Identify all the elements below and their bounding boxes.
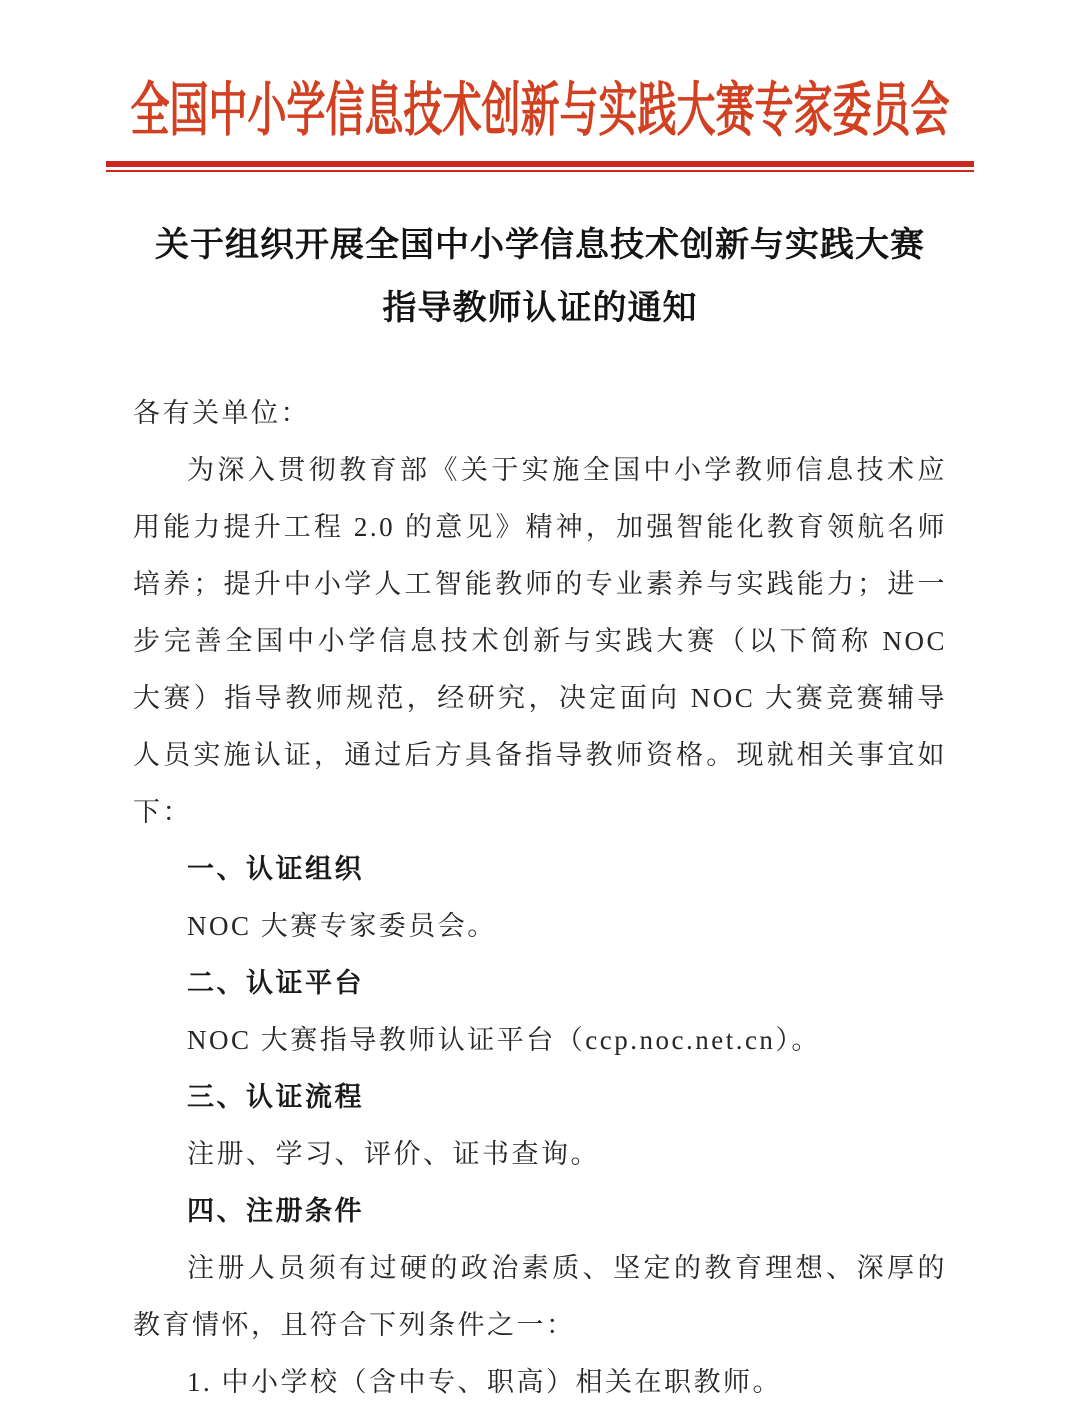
section-2-body: NOC 大赛指导教师认证平台（ccp.noc.net.cn）。: [187, 1025, 821, 1055]
document-body: [133, 385, 947, 1411]
document-title-line-1: 关于组织开展全国中小学信息技术创新与实践大赛: [155, 227, 925, 264]
section-3-heading: 三、认证流程: [187, 1082, 364, 1112]
document-title-line-2: 指导教师认证的通知: [382, 290, 698, 327]
condition-item-1: 1. 中小学校（含中专、职高）相关在职教师。: [187, 1367, 782, 1397]
banner-divider: [106, 161, 974, 172]
section-4-heading: 四、注册条件: [187, 1196, 364, 1226]
section-1-body: NOC 大赛专家委员会。: [187, 911, 497, 941]
section-2-heading: 二、认证平台: [187, 968, 364, 998]
section-4-body: 注册人员须有过硬的政治素质、坚定的教育理想、深厚的教育情怀，且符合下列条件之一：: [133, 1253, 947, 1340]
divider-thin-line: [106, 170, 974, 172]
salutation: 各有关单位：: [133, 398, 310, 428]
section-1-heading: 一、认证组织: [187, 854, 364, 884]
org-banner-title: 全国中小学信息技术创新与实践大赛专家委员会: [130, 79, 950, 144]
divider-thick-line: [106, 161, 974, 167]
section-3-body: 注册、学习、评价、证书查询。: [187, 1139, 600, 1169]
document-title: [0, 214, 1080, 340]
intro-paragraph: 为深入贯彻教育部《关于实施全国中小学教师信息技术应用能力提升工程 2.0 的意见》精神，加强智能化教育领航名师培养；提升中小学人工智能教师的专业素养与实践能力；进一步完善全国中小学信息技术创新与实践大赛（以下简称 NOC 大赛）指导教师规范，经研究，决定面向 NOC 大赛竞赛辅导人员实施认证，通过后方具备指导教师资格。现就相关事宜如下：: [133, 455, 947, 827]
